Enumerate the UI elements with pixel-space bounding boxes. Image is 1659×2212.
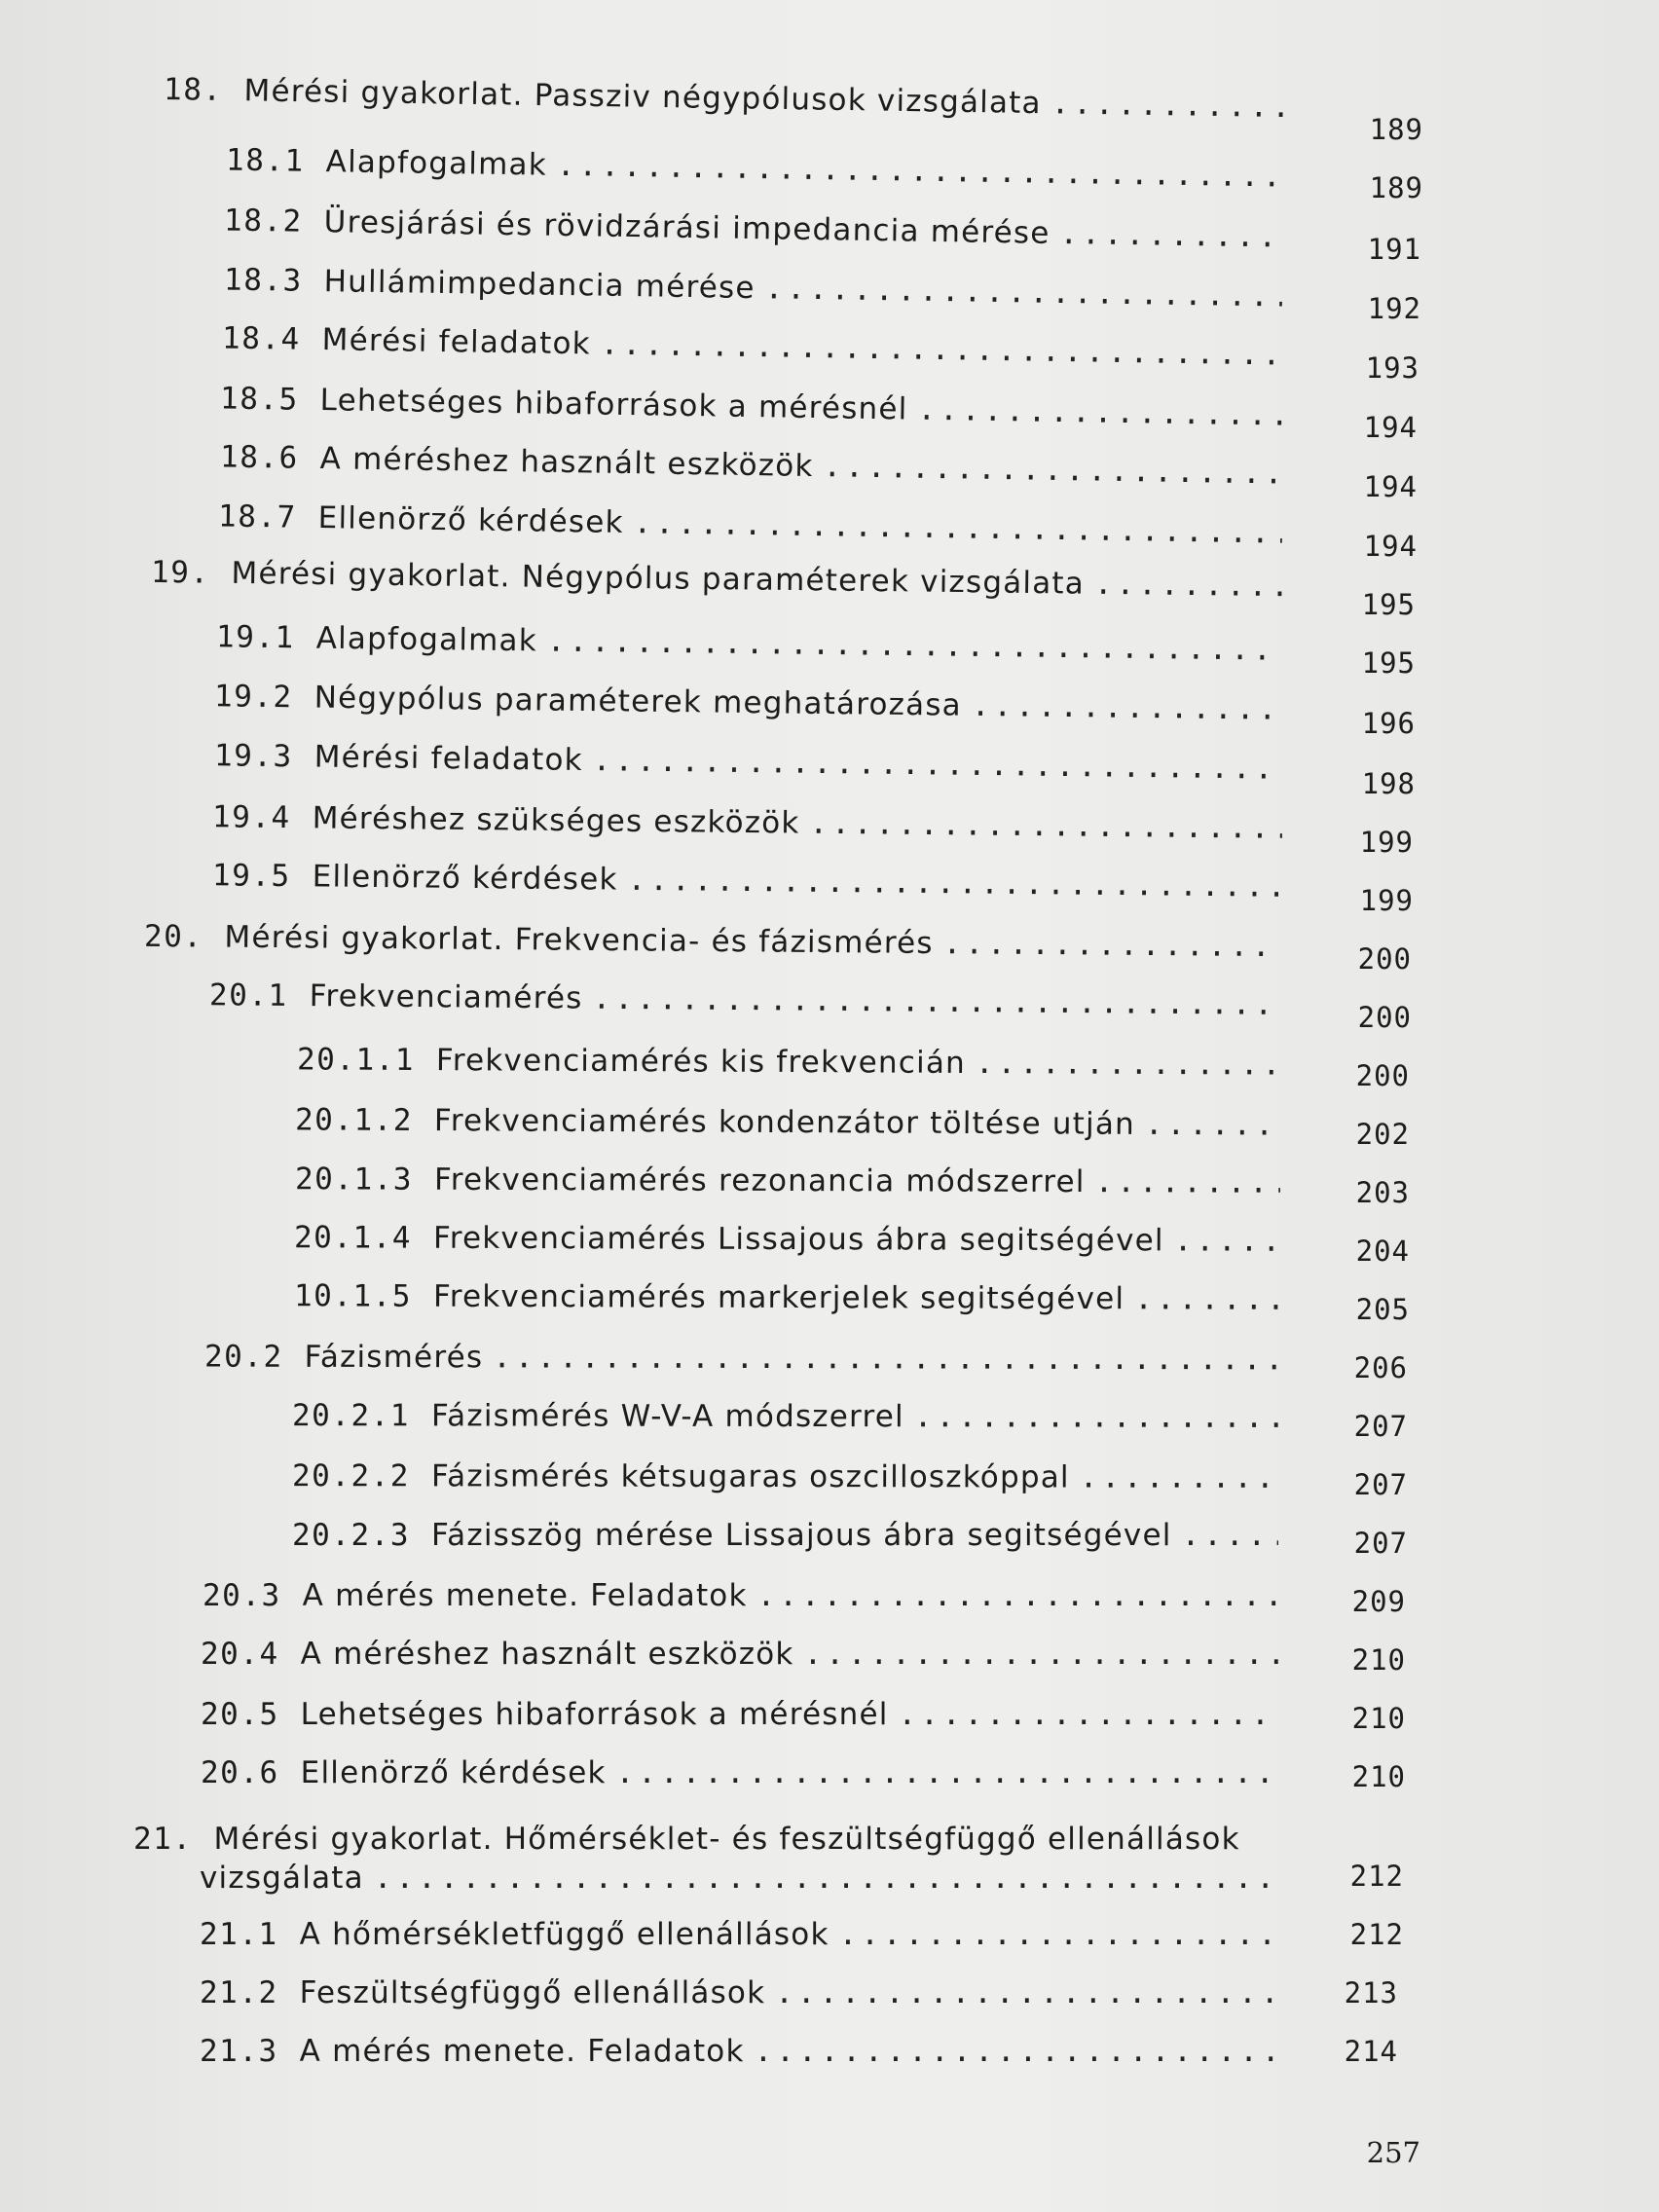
toc-entry-sub bbox=[297, 1037, 1280, 1087]
entry-page: 207 bbox=[1353, 1468, 1408, 1501]
leader-dots bbox=[1134, 1276, 1279, 1322]
entry-number: 18. bbox=[163, 71, 223, 108]
entry-page: 203 bbox=[1355, 1176, 1410, 1209]
leader-dots bbox=[809, 801, 1282, 851]
leader-dots bbox=[823, 444, 1282, 496]
entry-title: Feszültségfüggő ellenállások bbox=[299, 1975, 766, 2010]
toc-entry bbox=[226, 137, 1283, 199]
leader-dots bbox=[616, 1751, 1278, 1795]
leader-dots bbox=[755, 2029, 1278, 2074]
toc-entry-sub bbox=[295, 1157, 1280, 1205]
entry-page: 213 bbox=[1344, 1976, 1398, 2009]
toc-entry-sub bbox=[292, 1393, 1278, 1440]
entry-number: 19.1 bbox=[215, 619, 295, 656]
leader-dots bbox=[804, 1632, 1278, 1677]
entry-number: 20.2 bbox=[203, 1339, 283, 1375]
leader-dots bbox=[1095, 1160, 1281, 1205]
leader-dots bbox=[592, 977, 1280, 1027]
entry-number: 18.1 bbox=[225, 142, 305, 179]
entry-number: 21.2 bbox=[200, 1975, 278, 2010]
entry-page: 210 bbox=[1351, 1643, 1406, 1677]
entry-page: 193 bbox=[1365, 351, 1419, 385]
leader-dots bbox=[917, 387, 1282, 438]
leader-dots bbox=[775, 1971, 1278, 2015]
toc-entry bbox=[212, 853, 1282, 909]
toc-entry bbox=[201, 1632, 1278, 1677]
entry-number: 20.1.1 bbox=[296, 1042, 416, 1078]
toc-entry bbox=[204, 1335, 1279, 1382]
entry-title: Üresjárási és rövidzárási impedancia mérése bbox=[323, 204, 1051, 251]
toc-entry bbox=[214, 733, 1282, 791]
entry-title: A hőmérsékletfüggő ellenállások bbox=[299, 1917, 830, 1952]
entry-number: 21.3 bbox=[200, 2034, 278, 2069]
leader-dots bbox=[839, 1912, 1278, 1957]
leader-dots bbox=[1145, 1102, 1280, 1148]
entry-title: Fázismérés bbox=[304, 1339, 484, 1376]
entry-title: A méréshez használt eszközök bbox=[319, 441, 814, 485]
entry-title: Mérési feladatok bbox=[321, 322, 592, 362]
entry-title: Fázismérés W-V-A módszerrel bbox=[430, 1398, 904, 1435]
toc-entry bbox=[212, 794, 1282, 851]
entry-page: 200 bbox=[1355, 1059, 1410, 1092]
entry-page: 199 bbox=[1359, 884, 1414, 917]
entry-number: 18.6 bbox=[219, 439, 299, 476]
entry-number: 20.2.3 bbox=[292, 1518, 410, 1553]
entry-number: 20.1.4 bbox=[293, 1220, 413, 1256]
entry-page: 194 bbox=[1363, 470, 1418, 503]
entry-page: 205 bbox=[1355, 1293, 1410, 1326]
entry-title: Frekvenciamérés markerjelek segitségével bbox=[432, 1278, 1125, 1317]
entry-number: 18.4 bbox=[221, 320, 301, 357]
entry-title-continuation: vizsgálata bbox=[200, 1861, 364, 1896]
entry-title: Frekvenciamérés kondenzátor töltése utján bbox=[433, 1103, 1136, 1142]
entry-number: 20.6 bbox=[201, 1755, 279, 1790]
toc-entry bbox=[200, 1971, 1278, 2015]
entry-title: Lehetséges hibaforrások a mérésnél bbox=[319, 383, 908, 427]
entry-page: 189 bbox=[1369, 113, 1423, 146]
toc-entry bbox=[224, 198, 1283, 259]
entry-number: 10.1.5 bbox=[293, 1278, 413, 1314]
toc-entry bbox=[203, 1573, 1278, 1618]
entry-page: 195 bbox=[1361, 646, 1416, 680]
entry-title: Négypólus paraméterek meghatározása bbox=[313, 680, 963, 723]
entry-page: 194 bbox=[1363, 411, 1418, 444]
entry-title: Méréshez szükséges eszközök bbox=[312, 800, 800, 841]
entry-title: Alapfogalmak bbox=[325, 144, 548, 183]
leader-dots bbox=[1051, 81, 1283, 129]
leader-dots bbox=[943, 921, 1282, 969]
leader-dots bbox=[764, 266, 1282, 318]
entry-number: 20.1 bbox=[208, 977, 288, 1014]
entry-title: Frekvenciamérés bbox=[309, 978, 583, 1016]
entry-title: Mérési gyakorlat. Frekvencia- és fázismérés bbox=[224, 919, 934, 961]
entry-number: 20.4 bbox=[201, 1637, 279, 1672]
entry-title: Frekvenciamérés Lissajous ábra segitségével bbox=[432, 1220, 1164, 1259]
entry-page: 210 bbox=[1351, 1702, 1406, 1735]
leader-dots bbox=[1094, 562, 1283, 608]
entry-title: A mérés menete. Feladatok bbox=[302, 1578, 748, 1613]
entry-page: 214 bbox=[1344, 2035, 1398, 2068]
entry-page: 204 bbox=[1355, 1235, 1410, 1268]
entry-page: 212 bbox=[1349, 1918, 1404, 1951]
entry-number: 20. bbox=[143, 918, 203, 955]
entry-title: Frekvenciamérés kis frekvencián bbox=[435, 1043, 967, 1081]
entry-number: 20.3 bbox=[203, 1578, 281, 1613]
entry-number: 20.1.3 bbox=[294, 1161, 414, 1198]
toc-entry bbox=[224, 257, 1283, 318]
leader-dots bbox=[1174, 1218, 1279, 1263]
toc-entry-sub bbox=[294, 1273, 1279, 1322]
leader-dots bbox=[1182, 1513, 1278, 1558]
entry-number: 18.5 bbox=[219, 381, 299, 418]
entry-title: Hullámimpedancia mérése bbox=[323, 264, 756, 307]
leader-dots bbox=[600, 322, 1282, 378]
entry-page: 191 bbox=[1367, 233, 1421, 266]
entry-number: 19.5 bbox=[211, 858, 291, 895]
entry-title: Mérési gyakorlat. Négypólus paraméterek vizsgálata bbox=[231, 555, 1086, 602]
leader-dots bbox=[1080, 1456, 1278, 1500]
entry-page: 212 bbox=[1349, 1860, 1404, 1893]
entry-title: Frekvenciamérés rezonancia módszerrel bbox=[433, 1161, 1086, 1200]
leader-dots bbox=[627, 858, 1282, 909]
toc-entry bbox=[220, 434, 1283, 496]
toc-entry bbox=[220, 376, 1283, 437]
entry-number: 20.5 bbox=[201, 1697, 279, 1732]
entry-title: Mérési gyakorlat. Hőmérséklet- és feszültségfüggő ellenállások bbox=[213, 1822, 1240, 1857]
leader-dots bbox=[493, 1335, 1279, 1382]
entry-page: 194 bbox=[1363, 530, 1418, 563]
leader-dots bbox=[972, 683, 1283, 732]
page-number: 257 bbox=[1366, 2136, 1420, 2169]
toc-entry bbox=[214, 674, 1282, 731]
entry-title: Fázisszög mérése Lissajous ábra segitségével bbox=[430, 1518, 1172, 1553]
entry-title: Alapfogalmak bbox=[315, 620, 538, 659]
entry-number: 20.2.2 bbox=[291, 1458, 411, 1494]
leader-dots bbox=[547, 618, 1283, 672]
toc-entry-sub bbox=[295, 1097, 1280, 1147]
leader-dots bbox=[976, 1041, 1280, 1088]
leader-dots bbox=[914, 1394, 1278, 1440]
toc-entry-chapter bbox=[164, 67, 1284, 129]
entry-page: 196 bbox=[1361, 707, 1416, 740]
leader-dots bbox=[899, 1692, 1278, 1737]
entry-page: 189 bbox=[1369, 171, 1423, 204]
entry-page: 200 bbox=[1357, 942, 1412, 976]
entry-page: 192 bbox=[1367, 292, 1421, 325]
entry-page: 206 bbox=[1353, 1351, 1408, 1384]
entry-number: 20.1.2 bbox=[294, 1102, 414, 1138]
leader-dots bbox=[757, 1573, 1278, 1618]
toc-entry bbox=[201, 1692, 1278, 1737]
entry-title: Fázismérés kétsugaras oszcilloszkóppal bbox=[430, 1458, 1070, 1495]
entry-title: Mérési feladatok bbox=[313, 739, 584, 778]
entry-page: 202 bbox=[1355, 1118, 1410, 1151]
toc-entry-chapter bbox=[151, 550, 1282, 608]
entry-number: 19.3 bbox=[213, 738, 293, 775]
entry-title: Mérési gyakorlat. Passziv négypólusok vizsgálata bbox=[243, 73, 1043, 122]
entry-number: 21.1 bbox=[200, 1917, 278, 1952]
toc-entry-continuation bbox=[200, 1856, 1278, 1900]
entry-title: Ellenörző kérdések bbox=[300, 1755, 607, 1790]
toc-entry bbox=[200, 2029, 1278, 2074]
toc-entry-sub bbox=[292, 1454, 1278, 1500]
entry-page: 200 bbox=[1357, 1001, 1412, 1034]
entry-title: A mérés menete. Feladatok bbox=[299, 2034, 745, 2069]
entry-title: Lehetséges hibaforrások a mérésnél bbox=[300, 1697, 889, 1732]
toc-entry bbox=[201, 1751, 1278, 1795]
leader-dots bbox=[374, 1856, 1278, 1900]
toc-entry bbox=[218, 494, 1283, 555]
toc-entry bbox=[222, 315, 1283, 377]
entry-title: A méréshez használt eszközök bbox=[300, 1637, 794, 1672]
toc-entry bbox=[209, 973, 1280, 1027]
entry-number: 18.3 bbox=[223, 262, 303, 299]
toc-entry-chapter bbox=[144, 914, 1281, 969]
entry-number: 18.2 bbox=[223, 203, 303, 240]
entry-page: 199 bbox=[1359, 826, 1414, 859]
entry-page: 207 bbox=[1353, 1410, 1408, 1443]
toc-entry-sub bbox=[294, 1215, 1279, 1264]
leader-dots bbox=[593, 738, 1283, 792]
toc-entry bbox=[200, 1912, 1278, 1957]
entry-page: 195 bbox=[1361, 588, 1416, 621]
entry-number: 19. bbox=[150, 554, 210, 591]
entry-number: 20.2.1 bbox=[291, 1398, 411, 1434]
entry-page: 198 bbox=[1361, 767, 1416, 800]
leader-dots bbox=[633, 500, 1282, 555]
leader-dots bbox=[1059, 211, 1282, 260]
toc-entry bbox=[216, 614, 1282, 672]
entry-page: 207 bbox=[1353, 1527, 1408, 1560]
toc-entry-sub bbox=[292, 1513, 1278, 1558]
entry-number: 19.4 bbox=[211, 799, 291, 836]
entry-page: 210 bbox=[1351, 1760, 1406, 1793]
entry-number: 21. bbox=[133, 1822, 193, 1857]
entry-number: 18.7 bbox=[217, 498, 297, 535]
entry-page: 209 bbox=[1351, 1585, 1406, 1618]
entry-title: Ellenörző kérdések bbox=[312, 859, 618, 898]
entry-title: Ellenörző kérdések bbox=[317, 500, 624, 540]
entry-number: 19.2 bbox=[213, 679, 293, 716]
leader-dots bbox=[557, 143, 1283, 200]
